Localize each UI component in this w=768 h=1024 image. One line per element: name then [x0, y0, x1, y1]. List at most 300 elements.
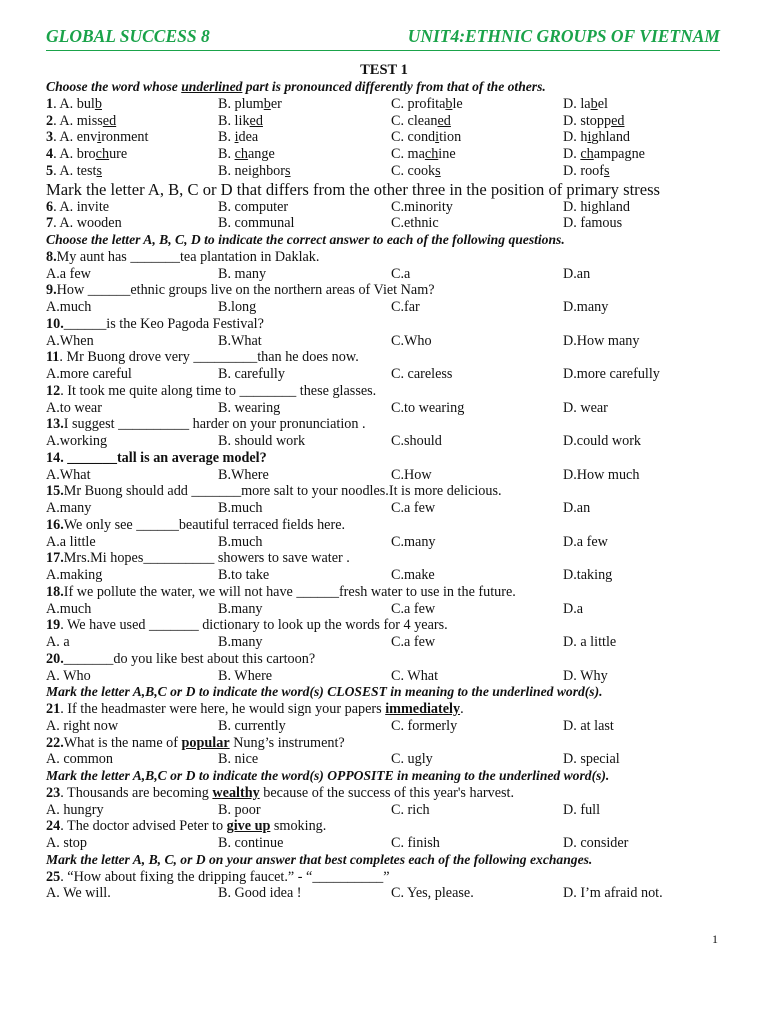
answer-options-row — [46, 163, 730, 180]
question — [46, 383, 730, 400]
question — [46, 349, 730, 366]
text-run: I suggest __________ harder on your pronunciation . — [63, 416, 366, 433]
text-run: . — [460, 701, 464, 717]
text-run: i — [587, 129, 592, 146]
text-run: C. ma — [391, 146, 425, 162]
answer-options-row — [46, 400, 730, 417]
answer-option — [563, 467, 639, 484]
question-number: 7 — [46, 215, 54, 232]
text-run: A.working — [46, 433, 108, 449]
answer-option — [46, 215, 122, 232]
text-run: b — [445, 95, 453, 112]
question-number: 5 — [46, 162, 54, 179]
answer-option — [391, 601, 435, 618]
answer-option — [391, 634, 435, 651]
answer-option — [391, 333, 432, 350]
text-run: smoking. — [270, 818, 327, 835]
question-number: 18. — [46, 583, 64, 600]
question — [46, 316, 730, 333]
test-title: TEST 1 — [360, 62, 408, 78]
answer-option — [563, 751, 620, 768]
text-run: Choose the letter A, B, C, D to indicate the correct answer to each of the following questions. — [46, 232, 565, 247]
text-run: D. at last — [563, 717, 614, 734]
answer-option — [563, 146, 645, 163]
answer-option — [46, 400, 102, 417]
text-run: B. communal — [218, 215, 295, 232]
question-number: 21 — [46, 701, 61, 717]
answer-option — [563, 215, 622, 232]
text-run: C.make — [391, 567, 435, 583]
text-run: C. careless — [391, 366, 453, 382]
answer-option — [391, 567, 435, 584]
text-run: D. famous — [563, 215, 623, 232]
answer-options-row — [46, 96, 730, 113]
answer-options-row — [46, 199, 730, 216]
text-run: C. clean — [391, 112, 438, 129]
text-run: i — [435, 129, 440, 146]
text-run: C.a few — [391, 500, 436, 516]
text-run: C.How — [391, 466, 432, 483]
text-run: C. What — [391, 667, 439, 684]
text-run: ronment — [101, 129, 149, 146]
text-run: D. h — [563, 129, 588, 146]
answer-option — [46, 634, 70, 651]
text-run: . A. test — [53, 162, 97, 179]
text-run: . Mr Buong drove very _________than he does now. — [59, 349, 359, 366]
text-run: Mr Buong should add _______more salt to your noodles.It is more delicious. — [63, 483, 502, 500]
answer-option — [563, 500, 590, 517]
answer-option — [563, 333, 639, 350]
answer-option — [391, 433, 442, 450]
question-number: 19 — [46, 617, 61, 634]
text-run: B. wearing — [218, 399, 281, 416]
text-run: A. hungry — [46, 801, 104, 818]
answer-option — [563, 885, 663, 902]
text-run: Mrs.Mi hopes__________ showers to save water . — [63, 550, 350, 567]
text-run: B.much — [218, 500, 263, 516]
text-run: A.much — [46, 600, 92, 617]
text-run: C.a — [391, 265, 411, 282]
question — [46, 483, 730, 500]
answer-option — [218, 601, 263, 618]
answer-option — [46, 129, 148, 146]
text-run: D.taking — [563, 567, 613, 583]
answer-options-row — [46, 500, 730, 517]
text-run: wealthy — [212, 784, 260, 801]
text-run: ghland — [591, 129, 631, 146]
text-run: B. computer — [218, 198, 289, 215]
text-run: . We have used _______ dictionary to look up the words for 4 years. — [60, 617, 448, 634]
text-run: b — [590, 95, 598, 112]
answer-options-row — [46, 802, 730, 819]
text-run: C. formerly — [391, 717, 458, 734]
answer-options-row — [46, 333, 730, 350]
answer-option — [218, 668, 272, 685]
text-run: B. many — [218, 265, 267, 282]
answer-option — [563, 266, 590, 283]
text-run: A. stop — [46, 835, 87, 851]
answer-options-row — [46, 751, 730, 768]
answer-option — [218, 500, 263, 517]
text-run: . A. wooden — [53, 215, 122, 232]
answer-option — [46, 199, 109, 216]
answer-option — [46, 567, 102, 584]
answer-option — [563, 400, 608, 417]
text-run: ampagne — [593, 146, 645, 162]
answer-option — [218, 146, 275, 163]
text-run: give up — [226, 818, 271, 835]
text-run: Mark the letter A,B,C or D to indicate the word(s) CLOSEST in meaning to the underlined word(s). — [46, 684, 603, 700]
text-run: dea — [238, 129, 259, 146]
text-run: B. Where — [218, 667, 273, 684]
text-run: What is the name of — [63, 734, 182, 751]
text-run: D. full — [563, 801, 601, 818]
text-run: . Thousands are becoming — [60, 784, 213, 801]
text-run: A. common — [46, 751, 113, 768]
worksheet-content — [46, 79, 730, 902]
text-run: B. — [218, 129, 235, 146]
question-number: 10. — [46, 315, 64, 332]
text-run: B.What — [218, 332, 262, 349]
text-run: C.a few — [391, 600, 436, 617]
text-run: D. roof — [563, 162, 604, 179]
section-instruction — [46, 852, 730, 869]
answer-options-row — [46, 215, 730, 232]
text-run: B.much — [218, 533, 263, 550]
answer-options-row — [46, 433, 730, 450]
text-run: A. right now — [46, 717, 119, 734]
answer-option — [391, 366, 452, 383]
header-unit-title: UNIT4:ETHNIC GROUPS OF VIETNAM — [407, 26, 720, 46]
text-run: el — [597, 95, 608, 112]
answer-option — [46, 751, 113, 768]
answer-options-row — [46, 146, 730, 163]
answer-option — [218, 467, 269, 484]
answer-option — [218, 366, 285, 383]
text-run: D. la — [563, 95, 591, 112]
answer-option — [218, 266, 266, 283]
text-run: A.much — [46, 299, 92, 315]
text-run: B.long — [218, 299, 257, 315]
text-run: _______tall is an average model? — [63, 449, 267, 466]
question-number: 15. — [46, 483, 64, 500]
page-number: 1 — [712, 932, 718, 946]
text-run: C. finish — [391, 835, 440, 851]
answer-option — [563, 835, 628, 852]
text-run: ed — [611, 112, 625, 129]
question — [46, 282, 730, 299]
text-run: C. rich — [391, 801, 430, 818]
answer-option — [391, 751, 433, 768]
answer-option — [46, 113, 116, 130]
text-run: . A. bro — [53, 146, 96, 162]
text-run: D. — [563, 146, 581, 162]
answer-option — [391, 113, 451, 130]
answer-option — [46, 534, 96, 551]
text-run: A.a little — [46, 533, 96, 550]
question-number: 12 — [46, 382, 61, 399]
answer-option — [563, 299, 608, 316]
question-number: 4 — [46, 146, 54, 162]
text-run: D. stopp — [563, 112, 612, 129]
text-run: ange — [247, 146, 275, 162]
text-run: because of the success of this year's harvest. — [259, 784, 514, 801]
text-run: D. a little — [563, 634, 617, 650]
answer-option — [391, 835, 440, 852]
text-run: D.could work — [563, 433, 642, 449]
answer-options-row — [46, 129, 730, 146]
answer-option — [218, 199, 288, 216]
text-run: How ______ethnic groups live on the northern areas of Viet Nam? — [56, 282, 435, 299]
answer-options-row — [46, 601, 730, 618]
text-run: D. highland — [563, 198, 630, 215]
text-run: C.to wearing — [391, 399, 465, 416]
text-run: C.a few — [391, 634, 436, 650]
text-run: B. plum — [218, 95, 264, 112]
question-number: 2 — [46, 112, 54, 129]
text-run: ed — [249, 112, 263, 129]
answer-option — [218, 333, 262, 350]
text-run: C. cook — [391, 162, 436, 179]
answer-option — [46, 718, 118, 735]
text-run: ed — [102, 112, 117, 129]
question — [46, 785, 730, 802]
text-run: D. Why — [563, 667, 608, 684]
answer-option — [391, 668, 438, 685]
text-run: tion — [439, 129, 462, 146]
header-divider — [46, 50, 720, 51]
text-run: C.minority — [391, 198, 453, 215]
section-instruction — [46, 79, 730, 96]
text-run: C. cond — [391, 129, 436, 146]
question-number: 9. — [46, 282, 57, 299]
question-number: 13. — [46, 416, 64, 433]
answer-option — [46, 146, 127, 163]
text-run: ch — [424, 146, 439, 162]
text-run: C. ugly — [391, 751, 433, 768]
text-run: le — [452, 95, 463, 112]
question — [46, 584, 730, 601]
answer-option — [46, 601, 91, 618]
text-run: My aunt has _______tea plantation in Daklak. — [56, 248, 320, 265]
answer-option — [46, 333, 94, 350]
text-run: B. currently — [218, 717, 286, 734]
text-run: B. Good idea ! — [218, 885, 302, 902]
question — [46, 869, 730, 886]
answer-option — [563, 113, 625, 130]
text-run: B. carefully — [218, 366, 285, 382]
answer-options-row — [46, 634, 730, 651]
question — [46, 617, 730, 634]
answer-option — [391, 163, 441, 180]
text-run: If we pollute the water, we will not have ______fresh water to use in the future. — [63, 583, 516, 600]
text-run: s — [285, 162, 291, 179]
text-run: A. a — [46, 634, 70, 650]
answer-option — [218, 215, 294, 232]
question — [46, 818, 730, 835]
question-number: 14. — [46, 449, 64, 466]
text-run: ine — [438, 146, 456, 162]
answer-option — [391, 199, 453, 216]
text-run: . A. bul — [53, 95, 95, 112]
text-run: B. poor — [218, 801, 261, 818]
text-run: A.many — [46, 500, 92, 516]
text-run: D.an — [563, 500, 591, 516]
text-run: s — [96, 162, 102, 179]
answer-option — [563, 433, 641, 450]
question — [46, 450, 730, 467]
question-number: 11 — [46, 349, 60, 366]
text-run: A.What — [46, 466, 91, 483]
text-run: ed — [437, 112, 451, 129]
text-run: A.more careful — [46, 366, 132, 382]
text-run: . The doctor advised Peter to — [60, 818, 227, 835]
question — [46, 416, 730, 433]
question — [46, 249, 730, 266]
text-run: D.an — [563, 265, 591, 282]
answer-option — [563, 199, 630, 216]
answer-option — [46, 467, 91, 484]
answer-option — [391, 534, 436, 551]
section-instruction — [46, 768, 730, 785]
question — [46, 550, 730, 567]
question-number: 16. — [46, 516, 64, 533]
answer-option — [391, 96, 463, 113]
answer-option — [218, 835, 283, 852]
answer-option — [218, 718, 286, 735]
answer-option — [563, 718, 614, 735]
answer-option — [563, 163, 610, 180]
answer-option — [218, 634, 263, 651]
text-run: s — [435, 162, 441, 179]
text-run: C.ethnic — [391, 215, 439, 232]
answer-option — [391, 718, 457, 735]
answer-option — [46, 433, 107, 450]
text-run: B.many — [218, 634, 263, 650]
text-run: C.far — [391, 299, 420, 315]
text-run: popular — [181, 734, 230, 751]
answer-option — [391, 215, 439, 232]
answer-option — [46, 96, 102, 113]
text-run: B.Where — [218, 466, 269, 483]
answer-option — [391, 467, 432, 484]
text-run: . A. invite — [53, 198, 110, 215]
answer-option — [563, 366, 660, 383]
text-run: B.many — [218, 600, 263, 617]
text-run: Mark the letter A, B, C or D that differs from the other three in the position of primary stress — [46, 179, 660, 199]
text-run: ure — [109, 146, 128, 162]
text-run: underlined — [181, 79, 243, 94]
answer-option — [218, 129, 258, 146]
answer-options-row — [46, 567, 730, 584]
answer-option — [46, 835, 87, 852]
answer-option — [563, 802, 600, 819]
text-run: part is pronounced differently from that of the others. — [242, 79, 546, 94]
text-run: s — [603, 162, 610, 179]
answer-options-row — [46, 534, 730, 551]
answer-option — [391, 500, 435, 517]
answer-options-row — [46, 668, 730, 685]
text-run: ch — [234, 146, 248, 162]
text-run: Mark the letter A,B,C or D to indicate the word(s) OPPOSITE in meaning to the underlined word(s). — [46, 768, 610, 783]
text-run: D. special — [563, 751, 620, 768]
answer-option — [563, 534, 608, 551]
answer-option — [46, 802, 104, 819]
answer-option — [391, 802, 430, 819]
answer-option — [218, 751, 258, 768]
text-run: C. Yes, please. — [391, 885, 474, 902]
section-instruction — [46, 232, 730, 249]
answer-option — [218, 113, 263, 130]
answer-option — [391, 266, 410, 283]
answer-option — [391, 129, 461, 146]
text-run: B. — [218, 146, 235, 162]
answer-options-row — [46, 467, 730, 484]
answer-option — [218, 433, 305, 450]
answer-option — [563, 567, 612, 584]
text-run: ch — [580, 146, 594, 162]
text-run: B. continue — [218, 835, 284, 851]
text-run: C.many — [391, 533, 436, 550]
answer-option — [46, 885, 111, 902]
text-run: . A. env — [53, 129, 98, 146]
answer-option — [46, 500, 91, 517]
text-run: Mark the letter A, B, C, or D on your answer that best completes each of the following exchanges. — [46, 851, 593, 867]
text-run: A.making — [46, 567, 103, 583]
answer-option — [46, 366, 132, 383]
answer-option — [391, 146, 456, 163]
question — [46, 651, 730, 668]
answer-options-row — [46, 266, 730, 283]
question-number: 17. — [46, 550, 64, 567]
answer-option — [46, 266, 91, 283]
text-run: C.should — [391, 433, 442, 449]
text-run: D. I’m afraid not. — [563, 885, 663, 902]
answer-option — [46, 668, 91, 685]
text-run: A.a few — [46, 265, 91, 282]
text-run: D.How many — [563, 332, 640, 349]
question-number: 6 — [46, 198, 54, 215]
answer-options-row — [46, 366, 730, 383]
answer-option — [563, 634, 616, 651]
answer-options-row — [46, 299, 730, 316]
text-run: C. profita — [391, 95, 446, 112]
text-run: D.a — [563, 600, 584, 617]
text-run: Choose the word whose — [46, 79, 182, 94]
answer-option — [563, 601, 583, 618]
answer-option — [391, 400, 464, 417]
text-run: immediately — [385, 701, 461, 717]
answer-option — [563, 96, 608, 113]
question-number: 23 — [46, 784, 61, 801]
answer-options-row — [46, 885, 730, 902]
text-run: b — [94, 95, 102, 112]
answer-option — [391, 885, 474, 902]
page-header — [46, 26, 720, 52]
text-run: D.a few — [563, 533, 608, 550]
question-number: 25 — [46, 868, 61, 885]
text-run: C.Who — [391, 332, 432, 349]
text-run: B. lik — [218, 112, 250, 129]
text-run: D.many — [563, 299, 609, 315]
answer-option — [46, 163, 102, 180]
question-number: 3 — [46, 129, 54, 146]
text-run: ch — [95, 146, 110, 162]
question-number: 1 — [46, 95, 54, 112]
text-run: . A. miss — [53, 112, 103, 129]
text-run: er — [270, 95, 282, 112]
answer-option — [46, 299, 91, 316]
